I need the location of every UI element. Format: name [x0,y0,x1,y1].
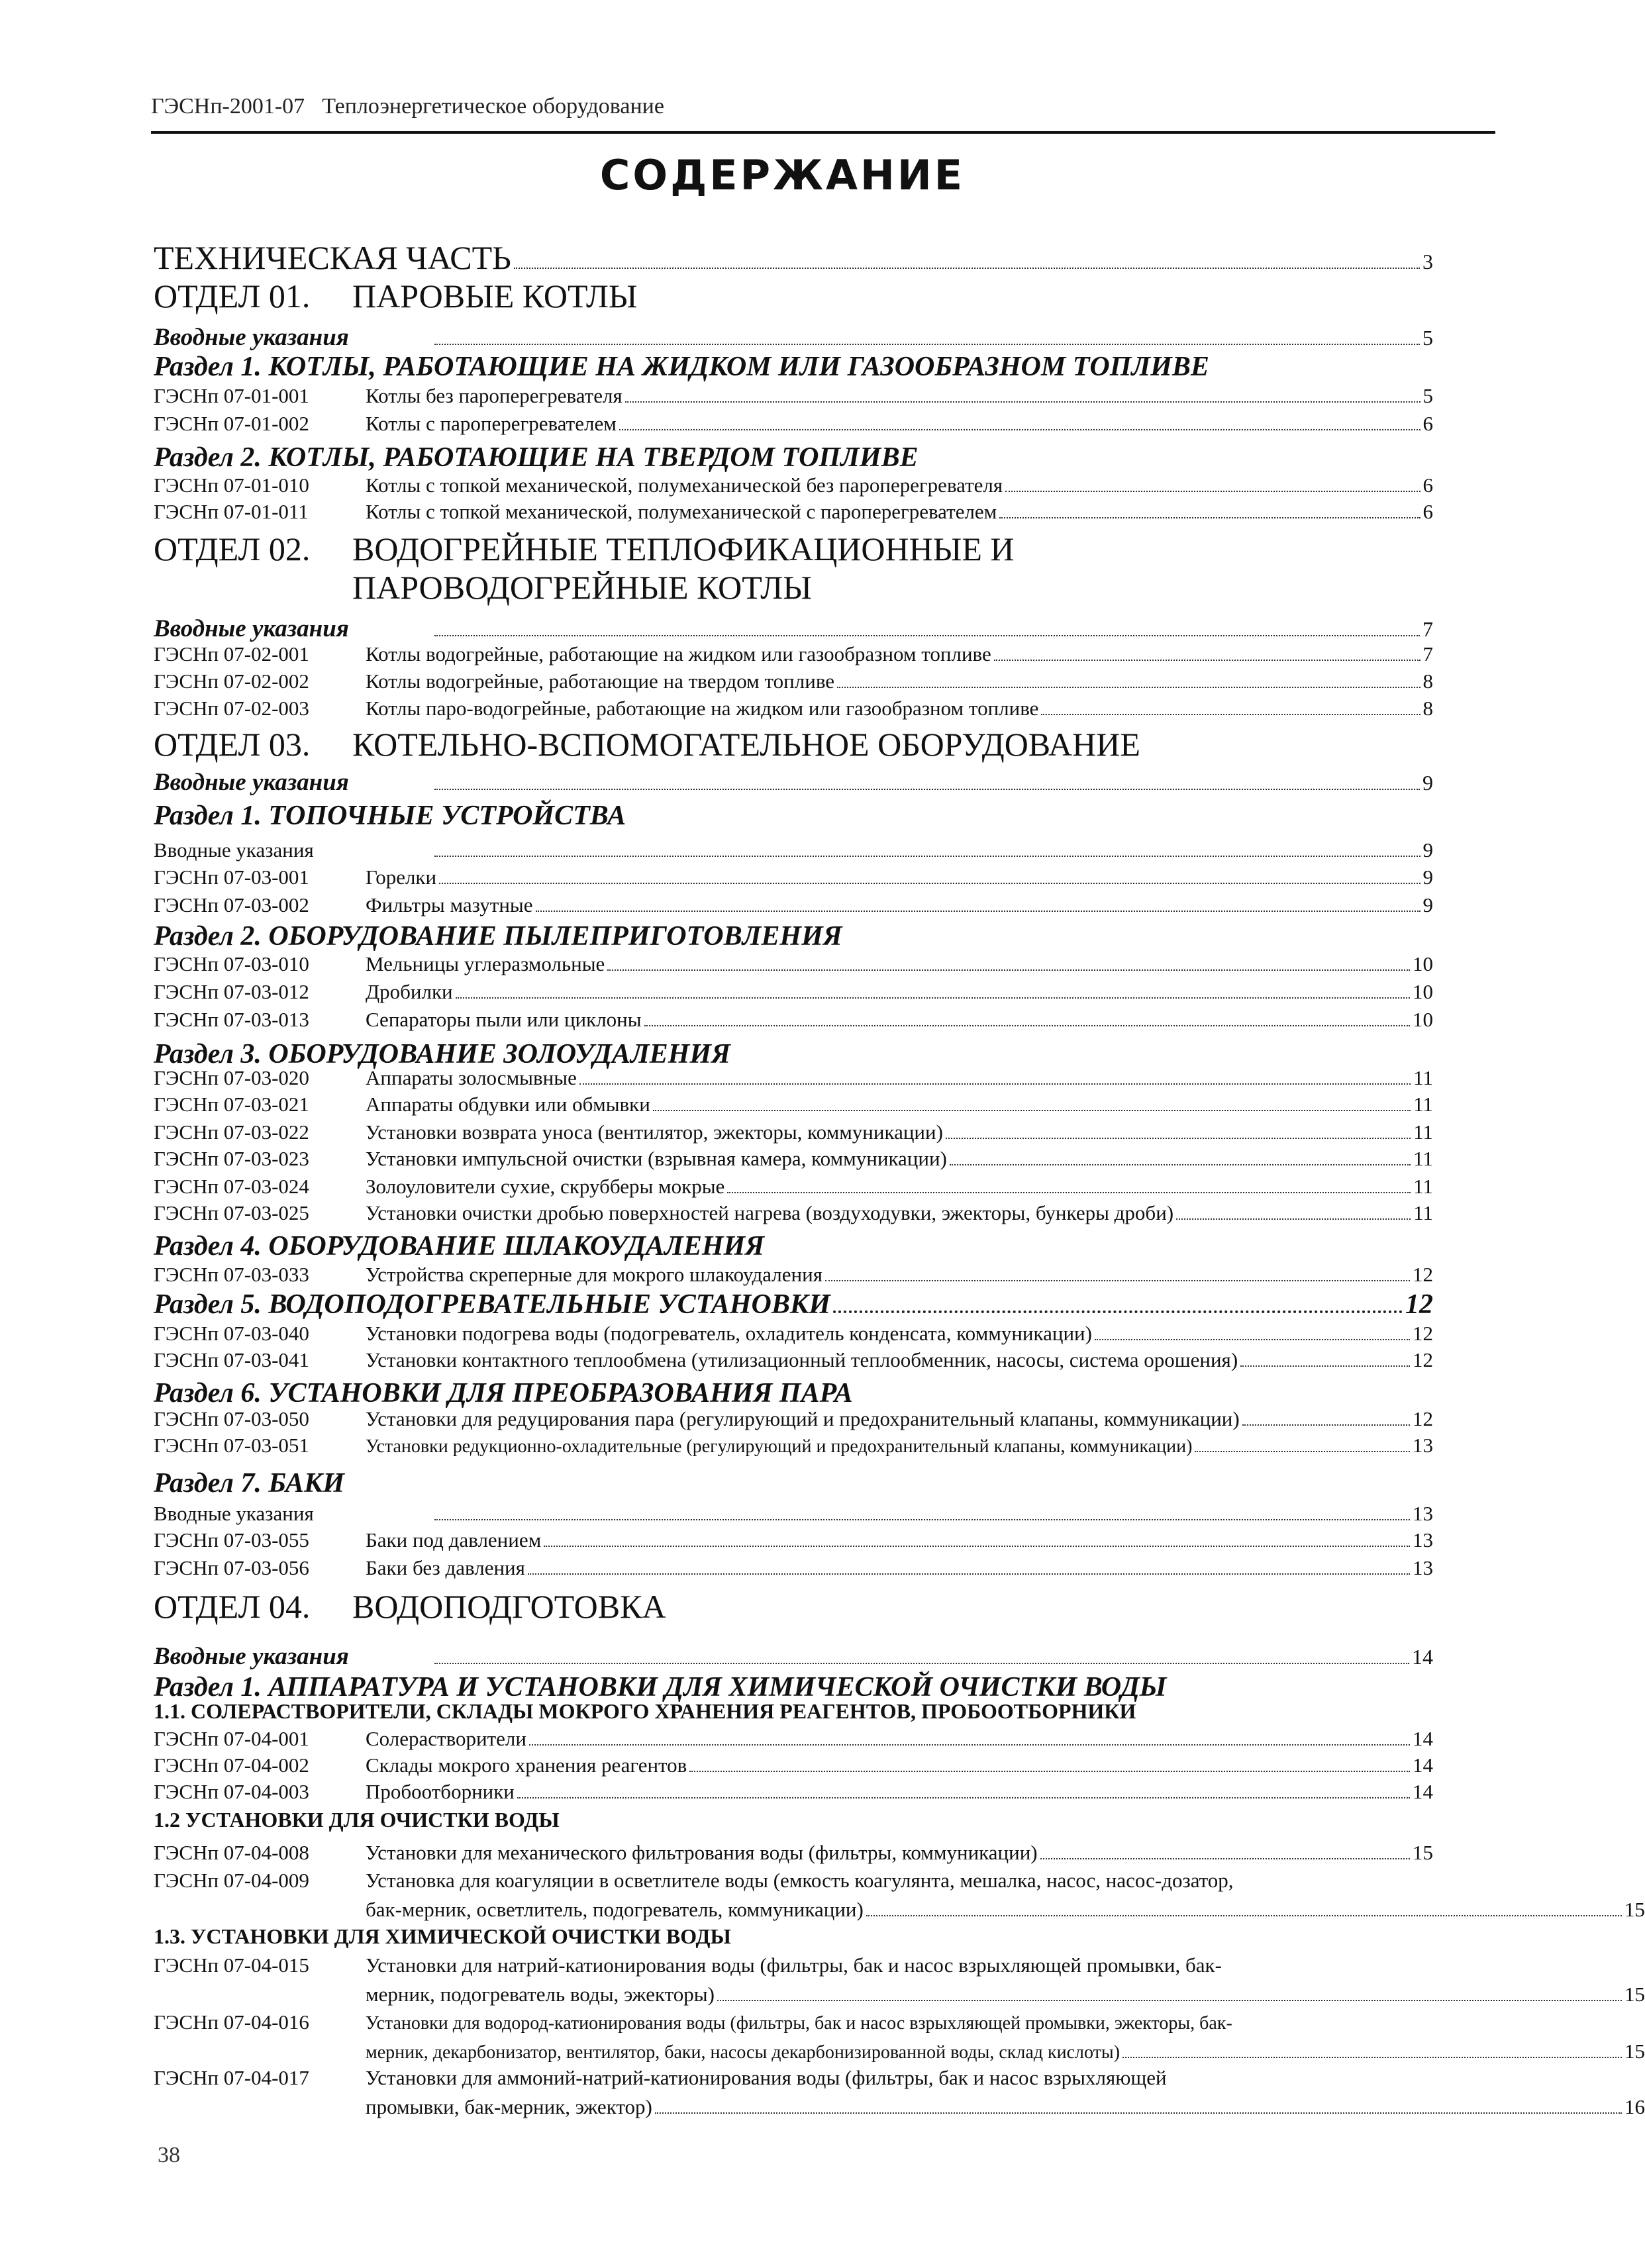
toc-entry [154,500,1433,524]
toc-entry [154,1120,1433,1144]
toc-page-number: 14 [1413,1727,1433,1750]
toc-intro [154,768,1433,797]
toc-text: Вводные указания [154,838,314,862]
toc-text: Раздел 1. ТОПОЧНЫЕ УСТРОЙСТВА [154,801,626,831]
toc-text: Сепараторы пыли или циклоны [366,1008,642,1031]
toc-leader-dots [1005,491,1420,492]
toc-page-number: 6 [1422,412,1433,435]
toc-leader-dots [529,1744,1410,1746]
toc-page-number: 9 [1422,771,1433,795]
toc-page-number: 10 [1413,1008,1433,1031]
toc-page-number: 13 [1413,1528,1433,1552]
toc-page-number: 8 [1422,669,1433,693]
toc-text: Установки для механического фильтрования воды (фильтры, коммуникации) [366,1841,1038,1864]
toc-page-number: 14 [1412,1645,1433,1669]
toc-page-number: 9 [1422,893,1433,916]
toc-section [154,1377,853,1409]
toc-text: Вводные указания [154,1502,314,1525]
toc-leader-dots [517,1797,1410,1799]
toc-page-number: 11 [1413,1147,1433,1170]
toc-text: Установки импульсной очистки (взрывная камера, коммуникации) [366,1147,947,1170]
toc-leader-dots [434,635,1420,636]
toc-text: Раздел 6. УСТАНОВКИ ДЛЯ ПРЕОБРАЗОВАНИЯ ПАРА [154,1378,853,1408]
toc-text: Установка для коагуляции в осветлителе воды (емкость коагулянта, мешалка, насос, насос-дозатор, [366,1869,1234,1892]
toc-code: ГЭСНп 07-03-056 [154,1556,309,1579]
toc-text: Мельницы углеразмольные [366,952,605,975]
toc-leader-dots [1122,2057,1622,2058]
toc-department-cont [154,568,812,607]
toc-leader-dots [866,1915,1622,1916]
toc-leader-dots [1176,1218,1411,1220]
toc-text: мерник, подогреватель воды, эжекторы) [366,1983,715,2006]
toc-leader-dots [1242,1424,1410,1426]
toc-text: ПАРОВЫЕ КОТЛЫ [352,277,638,315]
toc-leader-dots [544,1546,1410,1547]
page-title: СОДЕРЖАНИЕ [599,151,966,199]
toc-page-number: 15 [1413,1841,1433,1864]
toc-text: Раздел 2. ОБОРУДОВАНИЕ ПЫЛЕПРИГОТОВЛЕНИЯ [154,921,842,952]
toc-entry [154,2066,1167,2090]
toc-entry [154,1322,1433,1346]
toc-leader-dots [619,429,1421,430]
toc-text: Горелки [366,865,437,889]
toc-code: ГЭСНп 07-03-050 [154,1407,309,1430]
toc-code: ГЭСНп 07-03-022 [154,1120,309,1144]
toc-code: ГЭСНп 07-02-001 [154,642,309,666]
toc-code: ГЭСНп 07-01-011 [154,500,309,523]
toc-leader-dots [653,1110,1411,1111]
toc-text: Раздел 7. БАКИ [154,1468,345,1499]
toc-section [154,800,626,832]
toc-page-number: 11 [1413,1201,1433,1224]
toc-section [154,920,842,952]
toc-leader-dots [655,2112,1622,2114]
toc-code: ГЭСНп 07-02-002 [154,669,309,693]
toc-entry-cont [154,2040,1645,2063]
toc-page-number: 11 [1413,1093,1433,1116]
toc-text: Котлы водогрейные, работающие на твердом топливе [366,669,835,693]
toc-entry [154,980,1433,1004]
toc-code: ОТДЕЛ 01. [154,277,311,315]
toc-page-number: 11 [1413,1175,1433,1198]
toc-entry [154,697,1433,720]
toc-code: ГЭСНп 07-03-024 [154,1175,309,1198]
toc-entry [154,1869,1234,1893]
toc-section [154,1671,1167,1703]
toc-leader-dots [994,660,1421,661]
toc-leader-dots [579,1083,1411,1085]
toc-leader-dots [1040,1858,1410,1859]
toc-leader-dots [999,517,1420,518]
toc-leader-dots [434,344,1420,345]
toc-code: ОТДЕЛ 04. [154,1588,311,1625]
toc-text: Аппараты обдувки или обмывки [366,1093,650,1116]
toc-leader-dots [1195,1451,1410,1452]
toc-code: ГЭСНп 07-04-008 [154,1841,309,1864]
toc-text: Раздел 2. КОТЛЫ, РАБОТАЮЩИЕ НА ТВЕРДОМ ТОПЛИВЕ [154,442,919,473]
toc-entry [154,1727,1433,1751]
toc-code: ОТДЕЛ 03. [154,726,311,763]
toc-code: ОТДЕЛ 02. [154,530,311,567]
toc-leader-dots [717,2000,1622,2001]
toc-page-number: 7 [1422,617,1433,641]
toc-text: Солерастворители [366,1727,526,1750]
toc-entry-cont [154,1898,1645,1922]
toc-leader-dots [1240,1365,1410,1367]
toc-code: ГЭСНп 07-03-013 [154,1008,309,1031]
toc-entry [154,1263,1433,1287]
toc-text: Котлы паро-водогрейные, работающие на жидком или газообразном топливе [366,697,1039,720]
toc-leader-dots [456,997,1410,999]
toc-text: ВОДОПОДГОТОВКА [352,1588,666,1625]
toc-entry [154,669,1433,693]
toc-leader-dots [434,1519,1410,1520]
page-number: 38 [158,2143,180,2167]
toc-page-number: 11 [1413,1066,1433,1089]
toc-entry [154,1348,1433,1372]
toc-entry [154,1556,1433,1580]
toc-entry [154,1093,1433,1116]
toc-text: Установки для аммоний-натрий-катионирования воды (фильтры, бак и насос взрыхляющей [366,2066,1167,2089]
toc-subsection [154,1808,560,1832]
toc-code: ГЭСНп 07-04-017 [154,2066,309,2089]
toc-department [154,1587,666,1626]
toc-text: мерник, декарбонизатор, вентилятор, баки, насосы декарбонизированной воды, склад кислоты) [366,2042,1121,2063]
toc-intro-plain [154,1502,1433,1526]
toc-section [154,442,919,473]
toc-section [154,351,1209,383]
toc-leader-dots [439,883,1420,884]
toc-page-number: 13 [1413,1556,1433,1579]
toc-text: ТЕХНИЧЕСКАЯ ЧАСТЬ [154,239,511,276]
toc-text: Котлы с пароперегревателем [366,412,617,435]
toc-page-number: 12 [1413,1348,1433,1371]
toc-code: ГЭСНп 07-01-001 [154,384,309,407]
toc-code: ГЭСНп 07-04-001 [154,1727,309,1750]
toc-text: Дробилки [366,980,453,1003]
toc-text: Установки подогрева воды (подогреватель, охладитель конденсата, коммуникации) [366,1322,1092,1345]
toc-text: Вводные указания [154,1643,349,1670]
toc-entry [154,473,1433,497]
toc-technical-part [154,238,1433,277]
toc-text: Котлы без пароперегревателя [366,384,623,407]
toc-text: Склады мокрого хранения реагентов [366,1753,687,1777]
toc-page-number: 13 [1413,1434,1433,1457]
toc-code: ГЭСНп 07-03-020 [154,1066,309,1089]
toc-code: ГЭСНп 07-03-001 [154,865,309,889]
toc-entry-cont [154,1983,1645,2006]
toc-code: ГЭСНп 07-03-010 [154,952,309,975]
toc-text: промывки, бак-мерник, эжектор) [366,2095,652,2118]
toc-code: ГЭСНп 07-03-051 [154,1434,309,1457]
toc-code: ГЭСНп 07-01-002 [154,412,309,435]
toc-text: бак-мерник, осветлитель, подогреватель, коммуникации) [366,1898,864,1921]
toc-leader-dots [607,969,1410,971]
toc-section [154,1038,730,1070]
toc-department [154,725,1140,764]
toc-text: Установки контактного теплообмена (утилизационный теплообменник, насосы, система орошения) [366,1348,1238,1371]
toc-text: Котлы водогрейные, работающие на жидком или газообразном топливе [366,642,991,666]
toc-section [154,1467,344,1499]
toc-text: Фильтры мазутные [366,893,533,916]
toc-page-number: 12 [1413,1407,1433,1430]
toc-text: Установки редукционно-охладительные (регулирующий и предохранительный клапаны, коммуникации) [366,1436,1193,1457]
toc-code: ГЭСНп 07-03-055 [154,1528,309,1552]
toc-leader-dots [837,687,1420,688]
toc-entry [154,1008,1433,1032]
toc-code: ГЭСНп 07-04-009 [154,1869,309,1892]
toc-text: Раздел 4. ОБОРУДОВАНИЕ ШЛАКОУДАЛЕНИЯ [154,1231,765,1261]
toc-leader-dots [1095,1339,1410,1340]
toc-intro [154,1642,1433,1671]
toc-code: ГЭСНп 07-03-025 [154,1201,309,1224]
toc-page-number: 5 [1422,384,1433,407]
toc-entry [154,952,1433,976]
toc-page-number: 5 [1422,326,1433,350]
toc-text: Котлы с топкой механической, полумеханической с пароперегревателем [366,500,997,523]
toc-entry [154,1434,1433,1457]
toc-code: ГЭСНп 07-03-021 [154,1093,309,1116]
toc-text: Установки возврата уноса (вентилятор, эжекторы, коммуникации) [366,1120,943,1144]
toc-text: Аппараты золосмывные [366,1066,577,1089]
header-title: Теплоэнергетическое оборудование [322,94,664,119]
toc-leader-dots [825,1280,1410,1281]
toc-page-number: 9 [1422,865,1433,889]
toc-leader-dots [434,789,1420,790]
toc-department [154,530,1015,568]
toc-code: ГЭСНп 07-03-012 [154,980,309,1003]
toc-page-number: 9 [1422,838,1433,862]
toc-page-number: 15 [1624,2040,1645,2063]
toc-text: Установки для натрий-катионирования воды (фильтры, бак и насос взрыхляющей промывки, бак- [366,1953,1222,1977]
toc-text: Раздел 1. АППАРАТУРА И УСТАНОВКИ ДЛЯ ХИМИЧЕСКОЙ ОЧИСТКИ ВОДЫ [154,1672,1167,1702]
toc-leader-dots [1041,714,1420,715]
toc-entry [154,1147,1433,1171]
toc-text: Установки для редуцирования пара (регулирующий и предохранительный клапаны, коммуникации) [366,1407,1240,1430]
toc-department [154,277,638,315]
toc-text: ВОДОГРЕЙНЫЕ ТЕПЛОФИКАЦИОННЫЕ И [352,530,1015,567]
toc-leader-dots [946,1138,1411,1139]
toc-text: Раздел 1. КОТЛЫ, РАБОТАЮЩИЕ НА ЖИДКОМ ИЛИ ГАЗООБРАЗНОМ ТОПЛИВЕ [154,352,1209,382]
toc-text: КОТЕЛЬНО-ВСПОМОГАТЕЛЬНОЕ ОБОРУДОВАНИЕ [352,726,1140,763]
toc-text: Устройства скреперные для мокрого шлакоудаления [366,1263,823,1286]
toc-page-number: 3 [1422,250,1433,273]
toc-page-number: 14 [1413,1780,1433,1803]
toc-code: ГЭСНп 07-03-002 [154,893,309,916]
toc-entry [154,1753,1433,1777]
toc-intro [154,615,1433,643]
toc-text: Баки под давлением [366,1528,542,1552]
toc-text: Вводные указания [154,324,349,351]
toc-code: ГЭСНп 07-03-041 [154,1348,309,1371]
toc-page-number: 13 [1413,1502,1433,1525]
toc-section [154,1230,764,1262]
toc-leader-dots [434,1663,1409,1664]
toc-leader-dots [689,1771,1410,1772]
toc-entry [154,893,1433,917]
toc-code: ГЭСНп 07-03-033 [154,1263,309,1286]
toc-entry [154,1407,1433,1431]
toc-text: Золоуловители сухие, скрубберы мокрые [366,1175,725,1198]
toc-entry [154,1066,1433,1090]
toc-page-number: 16 [1624,2095,1645,2118]
toc-page-number: 12 [1405,1289,1433,1320]
toc-text: Раздел 5. ВОДОПОДОГРЕВАТЕЛЬНЫЕ УСТАНОВКИ [154,1289,830,1320]
toc-leader-dots [625,401,1421,403]
toc-entry [154,384,1433,408]
toc-text: 1.2 УСТАНОВКИ ДЛЯ ОЧИСТКИ ВОДЫ [154,1808,560,1832]
toc-subsection [154,1699,1136,1724]
toc-page-number: 6 [1422,500,1433,523]
toc-text: Вводные указания [154,615,349,642]
toc-text: Баки без давления [366,1556,525,1579]
toc-leader-dots [528,1573,1410,1575]
toc-intro [154,323,1433,352]
toc-entry [154,1201,1433,1225]
toc-code: ГЭСНп 07-04-002 [154,1753,309,1777]
toc-text: Установки очистки дробью поверхностей нагрева (воздуходувки, эжекторы, бункеры дроби) [366,1201,1174,1224]
toc-text: 1.3. УСТАНОВКИ ДЛЯ ХИМИЧЕСКОЙ ОЧИСТКИ ВОДЫ [154,1924,731,1948]
toc-page-number: 11 [1413,1120,1433,1144]
toc-text: 1.1. СОЛЕРАСТВОРИТЕЛИ, СКЛАДЫ МОКРОГО ХРАНЕНИЯ РЕАГЕНТОВ, ПРОБООТБОРНИКИ [154,1699,1136,1723]
toc-text: Раздел 3. ОБОРУДОВАНИЕ ЗОЛОУДАЛЕНИЯ [154,1039,730,1069]
toc-entry [154,1953,1222,1977]
toc-code: ГЭСНп 07-01-010 [154,473,309,497]
toc-page-number: 7 [1422,642,1433,666]
toc-entry [154,1528,1433,1552]
toc-leader-dots [727,1192,1411,1193]
toc-code: ГЭСНп 07-04-015 [154,1953,309,1977]
toc-subsection [154,1924,731,1949]
toc-text: Установки для водород-катионирования воды (фильтры, бак и насос взрыхляющей промывки, эжекторы, бак- [366,2013,1232,2034]
toc-text: Котлы с топкой механической, полумеханической без пароперегревателя [366,473,1003,497]
toc-code: ГЭСНп 07-03-040 [154,1322,309,1345]
toc-entry [154,1175,1433,1199]
header-code: ГЭСНп-2001-07 [151,94,305,119]
toc-page-number: 15 [1624,1898,1645,1921]
toc-leader-dots [434,856,1421,857]
toc-entry [154,1841,1433,1865]
toc-page-number: 12 [1413,1322,1433,1345]
toc-text: ПАРОВОДОГРЕЙНЫЕ КОТЛЫ [352,569,812,606]
toc-entry-cont [154,2095,1645,2119]
toc-text: Вводные указания [154,769,349,796]
toc-page-number: 8 [1422,697,1433,720]
toc-code: ГЭСНп 07-02-003 [154,697,309,720]
toc-intro-plain [154,838,1433,862]
toc-code: ГЭСНп 07-04-016 [154,2010,309,2034]
toc-code: ГЭСНп 07-03-023 [154,1147,309,1170]
toc-page-number: 14 [1413,1753,1433,1777]
toc-page-number: 15 [1624,1983,1645,2006]
toc-leader-dots [514,268,1420,269]
toc-entry [154,1780,1433,1804]
toc-leader-dots [644,1025,1410,1026]
toc-entry [154,865,1433,889]
toc-entry [154,642,1433,666]
toc-page-number: 6 [1422,473,1433,497]
toc-entry [154,2010,1232,2034]
toc-section [154,1289,1433,1320]
toc-leader-dots [833,1310,1403,1313]
toc-code: ГЭСНп 07-04-003 [154,1780,309,1803]
toc-page-number: 10 [1413,952,1433,975]
toc-page-number: 10 [1413,980,1433,1003]
toc-leader-dots [950,1164,1411,1165]
toc-page-number: 12 [1413,1263,1433,1286]
toc-text: Пробоотборники [366,1780,515,1803]
toc-leader-dots [536,911,1421,912]
toc-entry [154,412,1433,436]
